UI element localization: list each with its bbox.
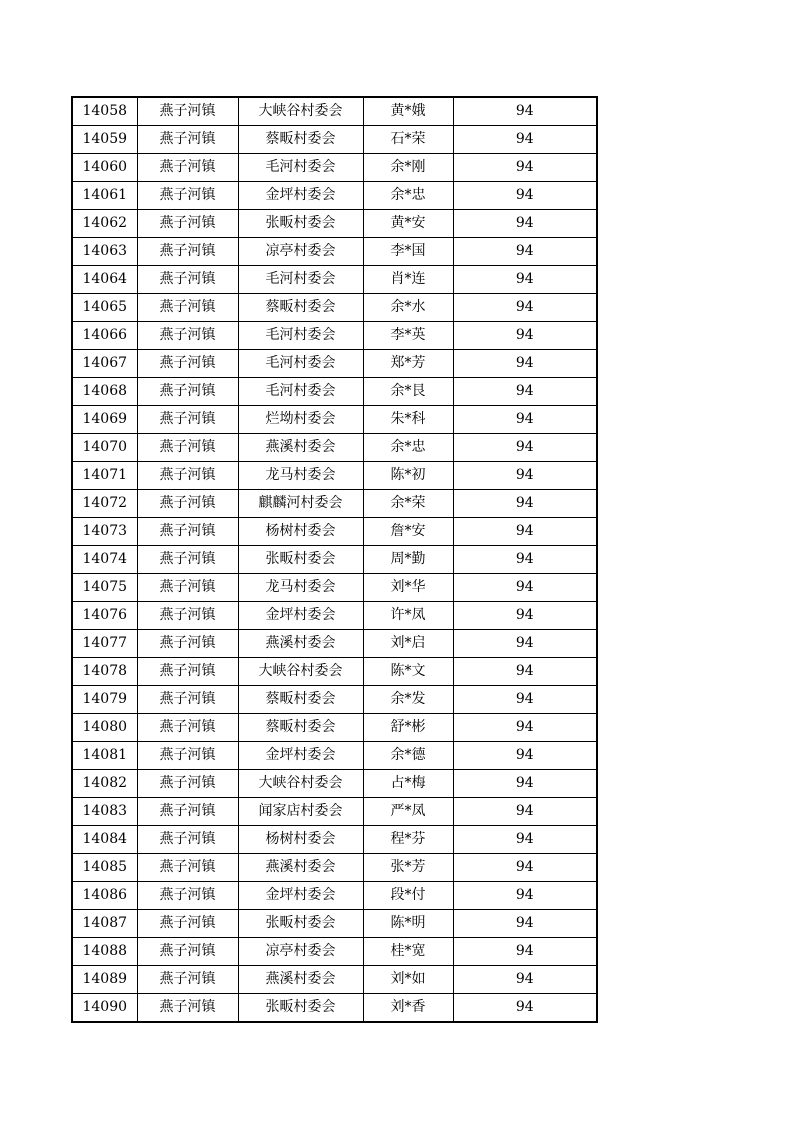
person-name-cell: 段*付 (363, 882, 453, 910)
person-name-cell: 严*凤 (363, 798, 453, 826)
table-row (72, 938, 597, 966)
score-cell: 94 (453, 854, 597, 882)
village-committee-cell: 蔡畈村委会 (238, 294, 363, 322)
table-row (72, 546, 597, 574)
table-row (72, 378, 597, 406)
person-name-cell: 郑*芳 (363, 350, 453, 378)
row-number-cell: 14079 (72, 686, 137, 714)
row-number-cell: 14060 (72, 154, 137, 182)
table-row (72, 210, 597, 238)
row-number-cell: 14066 (72, 322, 137, 350)
person-name-cell: 程*芬 (363, 826, 453, 854)
village-committee-cell: 龙马村委会 (238, 574, 363, 602)
person-name-cell: 余*发 (363, 686, 453, 714)
town-cell: 燕子河镇 (137, 518, 238, 546)
table-row (72, 294, 597, 322)
town-cell: 燕子河镇 (137, 154, 238, 182)
score-cell: 94 (453, 266, 597, 294)
row-number-cell: 14062 (72, 210, 137, 238)
score-cell: 94 (453, 658, 597, 686)
person-name-cell: 黄*安 (363, 210, 453, 238)
village-committee-cell: 杨树村委会 (238, 518, 363, 546)
score-cell: 94 (453, 210, 597, 238)
person-name-cell: 朱*科 (363, 406, 453, 434)
person-name-cell: 陈*文 (363, 658, 453, 686)
score-cell: 94 (453, 350, 597, 378)
score-cell: 94 (453, 154, 597, 182)
row-number-cell: 14083 (72, 798, 137, 826)
town-cell: 燕子河镇 (137, 714, 238, 742)
row-number-cell: 14064 (72, 266, 137, 294)
table-row (72, 97, 597, 126)
town-cell: 燕子河镇 (137, 322, 238, 350)
row-number-cell: 14065 (72, 294, 137, 322)
village-committee-cell: 杨树村委会 (238, 826, 363, 854)
person-name-cell: 陈*初 (363, 462, 453, 490)
row-number-cell: 14068 (72, 378, 137, 406)
village-committee-cell: 龙马村委会 (238, 462, 363, 490)
table-row (72, 826, 597, 854)
town-cell: 燕子河镇 (137, 238, 238, 266)
row-number-cell: 14089 (72, 966, 137, 994)
town-cell: 燕子河镇 (137, 434, 238, 462)
score-cell: 94 (453, 518, 597, 546)
town-cell: 燕子河镇 (137, 854, 238, 882)
row-number-cell: 14076 (72, 602, 137, 630)
table-row (72, 602, 597, 630)
score-cell: 94 (453, 630, 597, 658)
town-cell: 燕子河镇 (137, 798, 238, 826)
row-number-cell: 14071 (72, 462, 137, 490)
village-committee-cell: 张畈村委会 (238, 994, 363, 1023)
table-row (72, 154, 597, 182)
person-name-cell: 余*德 (363, 742, 453, 770)
village-committee-cell: 张畈村委会 (238, 210, 363, 238)
score-cell: 94 (453, 126, 597, 154)
town-cell: 燕子河镇 (137, 882, 238, 910)
row-number-cell: 14082 (72, 770, 137, 798)
village-committee-cell: 金坪村委会 (238, 742, 363, 770)
village-committee-cell: 闻家店村委会 (238, 798, 363, 826)
table-row (72, 490, 597, 518)
village-committee-cell: 燕溪村委会 (238, 854, 363, 882)
table-row (72, 406, 597, 434)
village-committee-cell: 张畈村委会 (238, 546, 363, 574)
town-cell: 燕子河镇 (137, 462, 238, 490)
village-committee-cell: 毛河村委会 (238, 378, 363, 406)
person-name-cell: 刘*启 (363, 630, 453, 658)
town-cell: 燕子河镇 (137, 406, 238, 434)
score-cell: 94 (453, 602, 597, 630)
table-row (72, 238, 597, 266)
table-row (72, 798, 597, 826)
table-row (72, 742, 597, 770)
village-committee-cell: 燕溪村委会 (238, 434, 363, 462)
score-cell: 94 (453, 994, 597, 1023)
row-number-cell: 14077 (72, 630, 137, 658)
town-cell: 燕子河镇 (137, 602, 238, 630)
person-name-cell: 余*荣 (363, 490, 453, 518)
village-committee-cell: 毛河村委会 (238, 350, 363, 378)
table-row (72, 770, 597, 798)
table-row (72, 966, 597, 994)
row-number-cell: 14078 (72, 658, 137, 686)
village-committee-cell: 蔡畈村委会 (238, 686, 363, 714)
person-name-cell: 占*梅 (363, 770, 453, 798)
score-cell: 94 (453, 378, 597, 406)
score-cell: 94 (453, 966, 597, 994)
village-committee-cell: 张畈村委会 (238, 910, 363, 938)
table-row (72, 910, 597, 938)
village-committee-cell: 燕溪村委会 (238, 630, 363, 658)
person-name-cell: 余*忠 (363, 434, 453, 462)
row-number-cell: 14084 (72, 826, 137, 854)
score-cell: 94 (453, 434, 597, 462)
village-committee-cell: 金坪村委会 (238, 182, 363, 210)
town-cell: 燕子河镇 (137, 910, 238, 938)
row-number-cell: 14072 (72, 490, 137, 518)
score-cell: 94 (453, 770, 597, 798)
town-cell: 燕子河镇 (137, 574, 238, 602)
score-cell: 94 (453, 882, 597, 910)
person-name-cell: 詹*安 (363, 518, 453, 546)
score-cell: 94 (453, 490, 597, 518)
row-number-cell: 14067 (72, 350, 137, 378)
town-cell: 燕子河镇 (137, 294, 238, 322)
village-committee-cell: 大峡谷村委会 (238, 658, 363, 686)
person-name-cell: 刘*华 (363, 574, 453, 602)
person-name-cell: 许*凤 (363, 602, 453, 630)
person-name-cell: 余*水 (363, 294, 453, 322)
person-name-cell: 刘*香 (363, 994, 453, 1023)
village-committee-cell: 毛河村委会 (238, 322, 363, 350)
score-cell: 94 (453, 462, 597, 490)
row-number-cell: 14086 (72, 882, 137, 910)
person-name-cell: 张*芳 (363, 854, 453, 882)
person-name-cell: 余*艮 (363, 378, 453, 406)
person-name-cell: 李*英 (363, 322, 453, 350)
score-cell: 94 (453, 938, 597, 966)
score-cell: 94 (453, 238, 597, 266)
table-row (72, 994, 597, 1023)
town-cell: 燕子河镇 (137, 994, 238, 1023)
score-cell: 94 (453, 97, 597, 126)
person-name-cell: 余*忠 (363, 182, 453, 210)
table-row (72, 462, 597, 490)
table-row (72, 854, 597, 882)
village-committee-cell: 大峡谷村委会 (238, 770, 363, 798)
row-number-cell: 14088 (72, 938, 137, 966)
table-row (72, 182, 597, 210)
table-row (72, 350, 597, 378)
person-name-cell: 周*勤 (363, 546, 453, 574)
town-cell: 燕子河镇 (137, 658, 238, 686)
score-cell: 94 (453, 546, 597, 574)
town-cell: 燕子河镇 (137, 826, 238, 854)
town-cell: 燕子河镇 (137, 126, 238, 154)
row-number-cell: 14063 (72, 238, 137, 266)
row-number-cell: 14090 (72, 994, 137, 1023)
town-cell: 燕子河镇 (137, 97, 238, 126)
roster-table (71, 96, 598, 1023)
person-name-cell: 陈*明 (363, 910, 453, 938)
score-cell: 94 (453, 182, 597, 210)
row-number-cell: 14075 (72, 574, 137, 602)
row-number-cell: 14070 (72, 434, 137, 462)
person-name-cell: 桂*宽 (363, 938, 453, 966)
village-committee-cell: 毛河村委会 (238, 266, 363, 294)
row-number-cell: 14080 (72, 714, 137, 742)
table-row (72, 518, 597, 546)
town-cell: 燕子河镇 (137, 266, 238, 294)
score-cell: 94 (453, 574, 597, 602)
table-row (72, 658, 597, 686)
table-row (72, 266, 597, 294)
person-name-cell: 肖*连 (363, 266, 453, 294)
village-committee-cell: 金坪村委会 (238, 882, 363, 910)
table-row (72, 126, 597, 154)
score-cell: 94 (453, 294, 597, 322)
score-cell: 94 (453, 322, 597, 350)
town-cell: 燕子河镇 (137, 350, 238, 378)
row-number-cell: 14087 (72, 910, 137, 938)
village-committee-cell: 大峡谷村委会 (238, 97, 363, 126)
village-committee-cell: 蔡畈村委会 (238, 714, 363, 742)
person-name-cell: 李*国 (363, 238, 453, 266)
village-committee-cell: 毛河村委会 (238, 154, 363, 182)
town-cell: 燕子河镇 (137, 630, 238, 658)
person-name-cell: 刘*如 (363, 966, 453, 994)
table-row (72, 574, 597, 602)
village-committee-cell: 金坪村委会 (238, 602, 363, 630)
row-number-cell: 14061 (72, 182, 137, 210)
table-row (72, 882, 597, 910)
score-cell: 94 (453, 826, 597, 854)
village-committee-cell: 燕溪村委会 (238, 966, 363, 994)
table-row (72, 322, 597, 350)
town-cell: 燕子河镇 (137, 490, 238, 518)
row-number-cell: 14085 (72, 854, 137, 882)
village-committee-cell: 凉亭村委会 (238, 238, 363, 266)
score-cell: 94 (453, 686, 597, 714)
town-cell: 燕子河镇 (137, 742, 238, 770)
row-number-cell: 14059 (72, 126, 137, 154)
row-number-cell: 14074 (72, 546, 137, 574)
town-cell: 燕子河镇 (137, 938, 238, 966)
person-name-cell: 石*荣 (363, 126, 453, 154)
roster-body (72, 97, 597, 1022)
table-row (72, 686, 597, 714)
town-cell: 燕子河镇 (137, 770, 238, 798)
person-name-cell: 舒*彬 (363, 714, 453, 742)
table-row (72, 714, 597, 742)
row-number-cell: 14069 (72, 406, 137, 434)
village-committee-cell: 麒麟河村委会 (238, 490, 363, 518)
person-name-cell: 余*刚 (363, 154, 453, 182)
row-number-cell: 14081 (72, 742, 137, 770)
row-number-cell: 14058 (72, 97, 137, 126)
town-cell: 燕子河镇 (137, 546, 238, 574)
village-committee-cell: 蔡畈村委会 (238, 126, 363, 154)
table-row (72, 630, 597, 658)
table-row (72, 434, 597, 462)
score-cell: 94 (453, 798, 597, 826)
score-cell: 94 (453, 714, 597, 742)
town-cell: 燕子河镇 (137, 182, 238, 210)
town-cell: 燕子河镇 (137, 210, 238, 238)
town-cell: 燕子河镇 (137, 686, 238, 714)
score-cell: 94 (453, 910, 597, 938)
town-cell: 燕子河镇 (137, 966, 238, 994)
village-committee-cell: 凉亭村委会 (238, 938, 363, 966)
score-cell: 94 (453, 742, 597, 770)
town-cell: 燕子河镇 (137, 378, 238, 406)
person-name-cell: 黄*娥 (363, 97, 453, 126)
village-committee-cell: 烂坳村委会 (238, 406, 363, 434)
row-number-cell: 14073 (72, 518, 137, 546)
score-cell: 94 (453, 406, 597, 434)
